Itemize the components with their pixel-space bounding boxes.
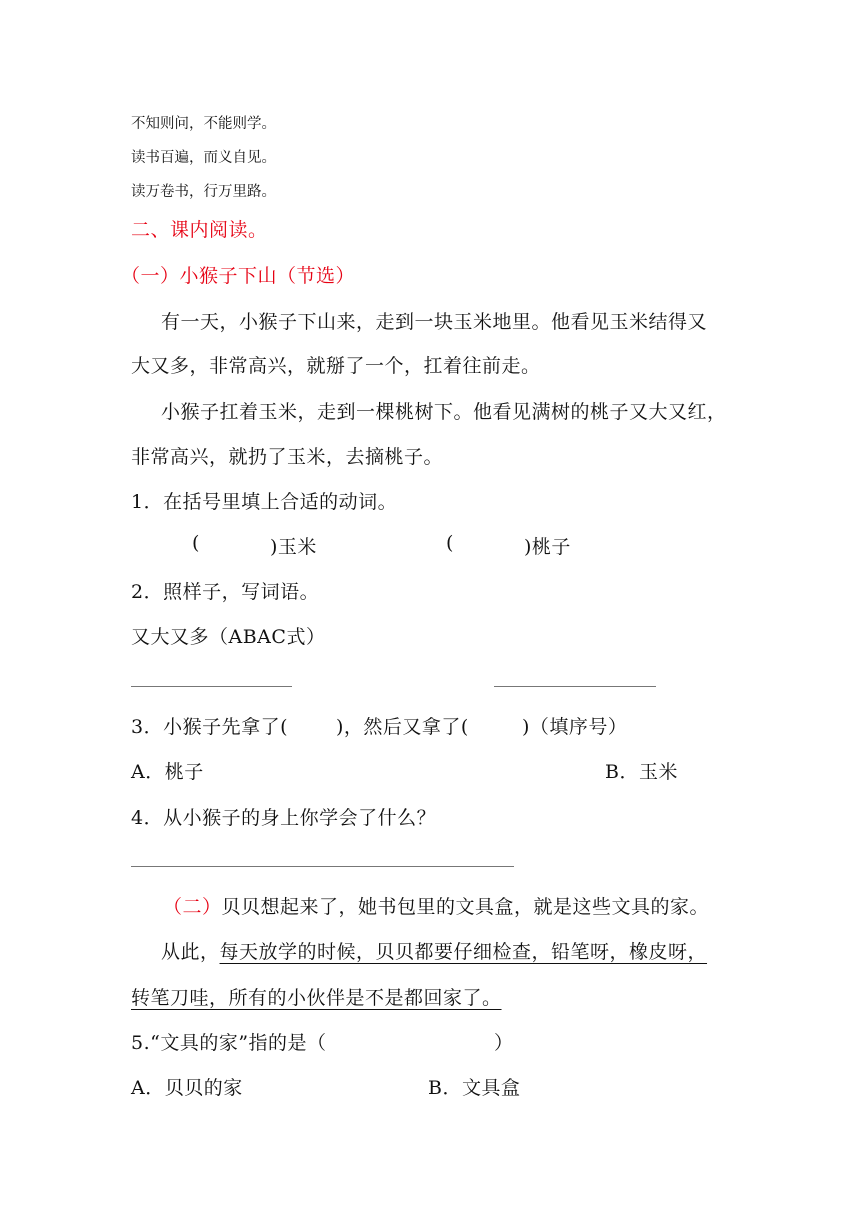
answer-blank-5[interactable]	[352, 1024, 492, 1054]
q1-right-open: (	[446, 532, 454, 554]
answer-blank-1[interactable]	[204, 528, 268, 558]
passage-2-line	[161, 937, 707, 964]
option-a: A．桃子	[131, 761, 204, 783]
passage-2-text: 贝贝想起来了，她书包里的文具盒，就是这些文具的家。	[221, 896, 710, 918]
passage-2-label: （二）	[163, 896, 222, 918]
passage-line: 小猴子扛着玉米，走到一棵桃树下。他看见满树的桃子又大又红，	[161, 401, 727, 423]
saying-line: 不知则问，不能则学。	[131, 116, 276, 132]
question-1-prompt: 1．在括号里填上合适的动词。	[131, 491, 398, 513]
question-2-example: 又大又多（ABAC式）	[131, 626, 326, 648]
q1-left-close: )玉米	[270, 536, 317, 558]
answer-line[interactable]	[131, 866, 514, 867]
answer-blank-4[interactable]	[478, 708, 520, 738]
section-title: 二、课内阅读。	[131, 219, 268, 241]
question-4-prompt: 4．从小猴子的身上你学会了什么？	[131, 807, 437, 829]
q1-right-close: )桃子	[524, 536, 571, 558]
q1-left-open: (	[192, 532, 200, 554]
answer-blank-2[interactable]	[458, 528, 522, 558]
passage-line: 非常高兴，就扔了玉米，去摘桃子。	[131, 446, 444, 468]
answer-line[interactable]	[494, 686, 656, 687]
option-b: B．文具盒	[428, 1077, 521, 1099]
underlined-sentence: 转笔刀哇，所有的小伙伴是不是都回家了。	[131, 987, 502, 1009]
passage-2-text: 从此，	[161, 941, 220, 963]
option-a: A．贝贝的家	[131, 1077, 243, 1099]
answer-blank-3[interactable]	[292, 708, 334, 738]
saying-line: 读万卷书，行万里路。	[131, 184, 276, 200]
question-3-prompt-c: )（填序号）	[522, 716, 628, 738]
underlined-sentence: 每天放学的时候，贝贝都要仔细检查，铅笔呀，橡皮呀，	[219, 941, 708, 963]
question-3-prompt-a: 3．小猴子先拿了(	[131, 716, 289, 738]
passage-2-line	[163, 892, 709, 919]
passage-line: 有一天，小猴子下山来，走到一块玉米地里。他看见玉米结得又	[161, 311, 708, 333]
passage-title: （一）小猴子下山（节选）	[121, 265, 356, 287]
saying-line: 读书百遍，而义自见。	[131, 150, 276, 166]
question-5-prompt-b: ）	[494, 1032, 514, 1054]
option-b: B．玉米	[605, 761, 678, 783]
question-2-prompt: 2．照样子，写词语。	[131, 581, 320, 603]
question-3-prompt-b: )，然后又拿了(	[336, 716, 469, 738]
passage-line: 大又多，非常高兴，就掰了一个，扛着往前走。	[131, 355, 541, 377]
answer-line[interactable]	[131, 686, 292, 687]
question-5-prompt-a: 5.“文具的家”指的是（	[131, 1032, 327, 1054]
